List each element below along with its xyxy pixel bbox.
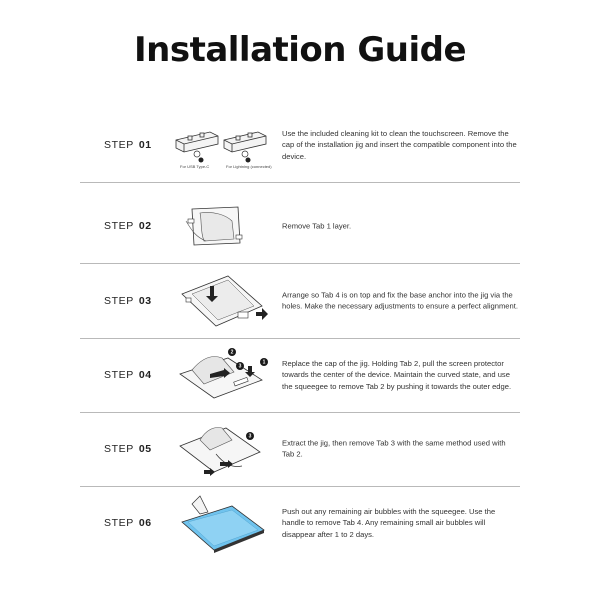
tab-badge: 3	[248, 433, 252, 440]
step-03	[80, 264, 520, 339]
usb-c-caption: For USB Type-C	[180, 164, 210, 169]
step-word: STEP	[104, 220, 134, 232]
step-word: STEP	[104, 517, 134, 529]
step-04-text: Replace the cap of the jig. Holding Tab 2, pull the screen protector towards the center of the device. Maintain the curved state, and use the squeegee to remove Tab 2 by pushing it towards the outer edge.	[282, 359, 512, 391]
peel-tab1-illustration	[170, 191, 274, 261]
step-06-label	[104, 517, 152, 529]
step-number: 04	[138, 369, 152, 381]
step-04	[80, 338, 520, 413]
step-word: STEP	[104, 139, 134, 151]
step-03-label	[104, 295, 152, 307]
step-02	[80, 189, 520, 264]
step-06	[80, 486, 520, 560]
step-03-text: Arrange so Tab 4 is on top and fix the base anchor into the jig via the holes. Make the necessary adjustments to ensure a perfect alignment.	[282, 290, 518, 311]
step-word: STEP	[104, 443, 134, 455]
step-01-text: Use the included cleaning kit to clean the touchscreen. Remove the cap of the installation jig and insert the compatible component into the device.	[282, 129, 517, 161]
squeegee-tab2-illustration	[170, 340, 274, 410]
step-05	[80, 412, 520, 487]
step-05-text: Extract the jig, then remove Tab 3 with the same method used with Tab 2.	[282, 438, 506, 459]
step-word: STEP	[104, 295, 134, 307]
remove-tab3-illustration	[170, 414, 274, 484]
step-01-label	[104, 139, 152, 151]
tab-badge: 3	[238, 363, 242, 370]
jig-connector-illustration	[170, 110, 274, 180]
step-number: 05	[138, 443, 152, 455]
page-title: Installation Guide	[133, 30, 466, 70]
step-06-text: Push out any remaining air bubbles with the squeegee. Use the handle to remove Tab 4. Any remaining small air bubbles will disappear after 1 to 2 days.	[282, 507, 496, 539]
align-jig-illustration	[170, 266, 274, 336]
tab-badge: 1	[262, 359, 266, 366]
step-01	[80, 108, 520, 183]
step-04-label	[104, 369, 152, 381]
step-05-label	[104, 443, 152, 455]
step-number: 02	[138, 220, 152, 232]
step-02-label	[104, 220, 152, 232]
step-02-text: Remove Tab 1 layer.	[282, 221, 352, 231]
tab-badge: 2	[230, 349, 234, 356]
step-number: 03	[138, 295, 152, 307]
step-word: STEP	[104, 369, 134, 381]
step-number: 01	[138, 139, 152, 151]
step-number: 06	[138, 517, 152, 529]
lightning-caption: For Lightning (connected)	[226, 164, 272, 169]
finished-phone-illustration	[170, 488, 274, 558]
